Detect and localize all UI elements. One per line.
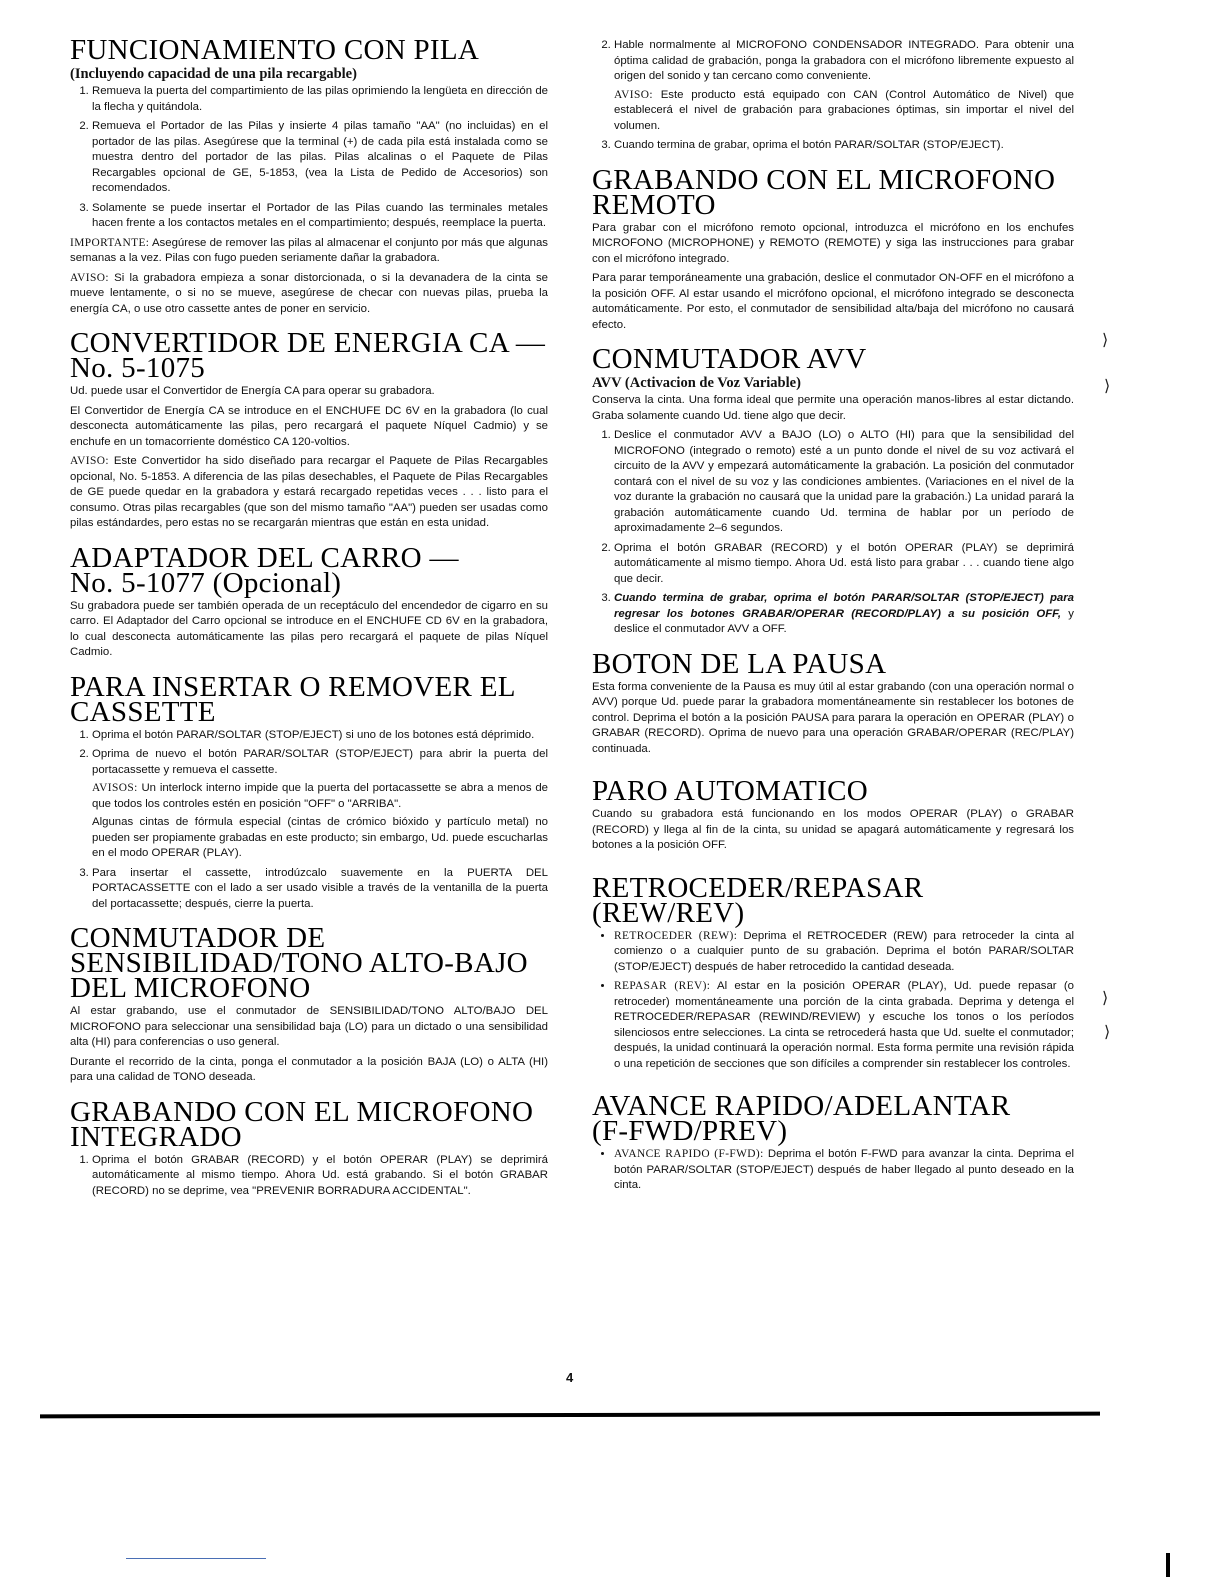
note-paragraph [70,454,548,532]
section-boton-pausa [592,647,1074,758]
note-text: Asegúrese de remover las pilas al almacenar el conjunto por más que algunas semanas a la vez. Pilas con fugo pueden seriamente dañar la grabadora. [70,236,548,264]
section-adaptador-carro [70,541,548,661]
section-title-line: No. 5-1077 (Opcional) [70,566,342,599]
margin-mark: ⟩ [1102,332,1109,349]
list-item [614,979,1074,1072]
bullet-text: Deprima el botón F-FWD para avanzar la cinta. Deprima el botón PARAR/SOLTAR (STOP/EJECT) después de haber llegado al punto deseado en la cinta. [614,1148,1074,1191]
list-item-text: Oprima de nuevo el botón PARAR/SOLTAR (STOP/EJECT) para abrir la puerta del portacassette y remueva el cassette. [92,748,548,776]
section-title-line: SENSIBILIDAD/TONO ALTO-BAJO [70,947,528,979]
list-item-text: y deslice el conmutador AVV a OFF. [614,607,1074,635]
bullet-list [592,929,1074,1073]
section-retroceder [592,871,1074,1073]
note-text: Un interlock interno impide que la puerta del portacassette se abra a menos de que todos los controles estén en posición "OFF" o "ARRIBA". [92,782,548,810]
note-text: Este producto está equipado con CAN (Control Automático de Nivel) que establecerá el nivel de grabación para grabaciones óptimas, sin importar el nivel del volumen. [614,88,1074,132]
instruction-list [70,84,548,232]
note-paragraph [70,236,548,267]
margin-mark: ⟩ [1102,990,1109,1007]
section-title: CONMUTADOR AVV [592,343,867,375]
note-paragraph [614,88,1074,135]
section-title-line: CONVERTIDOR DE ENERGIA CA — [70,327,546,359]
list-item [614,929,1074,976]
list-item [614,1147,1074,1194]
footer-line [126,1558,266,1559]
list-item: 3. Para insertar el cassette, introdúzcalo suavemente en la PUERTA DEL PORTACASSETTE con el lado a ser usado visible a través de la ventanilla de la puerta del portacassette; después, cierre la puerta. [92,866,548,913]
section-title-line: DEL MICROFONO [70,972,311,1004]
left-column [70,34,548,1213]
list-item-bold-text: Cuando termina de grabar, oprima el botón PARAR/SOLTAR (STOP/EJECT) para regresar los botones GRABAR/OPERAR (RECORD/PLAY) a su posición OFF, [614,592,1074,620]
paragraph: Durante el recorrido de la cinta, ponga el conmutador a la posición BAJA (LO) o ALTA (HI) para una calidad de TONO deseada. [70,1055,548,1083]
note-text: Si la grabadora empieza a sonar distorcionada, o si la devanadera de la cinta se mueve lentamente, o si no se mueve, asegúrese de checar con nuevas pilas, prueba la energía CA, o use otro cassette antes de poner en servicio. [70,271,548,315]
margin-mark: ⟩ [1104,1024,1111,1041]
section-title-line: GRABANDO CON EL MICROFONO [592,163,1056,196]
paragraph: El Convertidor de Energía CA se introduce en el ENCHUFE DC 6V en la grabadora (lo cual desconecta automáticamente las pilas, pero recargará el paquete Níquel Cadmio) y se enchufe en un tomacorriente doméstico CA 120-voltios. [70,404,548,448]
list-item: 2. Oprima el botón GRABAR (RECORD) y el botón OPERAR (PLAY) se deprimirá automáticamente al mismo tiempo. Ahora Ud. está listo para grabar . . . cuando tiene algo que decir. [614,541,1074,588]
section-title [592,163,1074,221]
paragraph: Cuando su grabadora está funcionando en los modos OPERAR (PLAY) o GRABAR (RECORD) y llega al fin de la cinta, su unidad se apagará automáticamente y regresará los botones a la posición OFF. [592,808,1074,851]
section-subtitle: AVV (Activacion de Voz Variable) [592,375,801,391]
note-lead: AVISOS: [92,782,138,794]
section-avance-rapido [592,1090,1074,1194]
section-conmutador-sensibilidad [70,922,548,1086]
section-title-line: CONMUTADOR DE [70,922,326,954]
list-item: 3. Solamente se puede insertar el Portador de las Pilas cuando las terminales metales hacen frente a los contactos metales en el compartimiento; después, reemplace la puerta. [92,201,548,232]
section-microfono-integrado [70,1095,548,1200]
margin-mark: ⟩ [1104,378,1111,395]
section-paro-automatico [592,775,1074,854]
note-lead: AVISO: [614,88,653,101]
paragraph: Conserva la cinta. Una forma ideal que permite una operación manos-libres al estar dictando. Graba solamente cuando Ud. tiene algo que decir. [592,394,1074,422]
section-title-line: AVANCE RAPIDO/ADELANTAR [592,1090,1011,1122]
list-item: 3. Cuando termina de grabar, oprima el botón PARAR/SOLTAR (STOP/EJECT). [614,138,1074,154]
note-paragraph: Algunas cintas de fórmula especial (cintas de crómico bióxido y partículo metal) no pueden ser propiamente grabadas en este producto; sin embargo, Ud. puede escucharlas en el modo OPERAR (PLAY). [92,816,548,859]
section-title-line: GRABANDO CON EL MICROFONO [70,1095,534,1128]
paragraph: Su grabadora puede ser también operada de un receptáculo del encendedor de cigarro en su carro. El Adaptador del Carro opcional se introduce en el ENCHUFE CD 6V en la grabadora, lo cual desconecta automáticamente las pilas pero recargará el paquete de pilas Níquel Cadmio. [70,599,548,658]
section-title-line: No. 5-1075 [70,352,206,384]
paragraph: Para grabar con el micrófono remoto opcional, introduzca el micrófono en los enchufes MICROFONO (MICROPHONE) y REMOTO (REMOTE) y siga las instrucciones para grabar con el micrófono integrado. [592,221,1074,265]
list-item: 1. Oprima el botón GRABAR (RECORD) y el botón OPERAR (PLAY) se deprimirá automáticamente al mismo tiempo. Ahora Ud. está grabando. Si el botón GRABAR (RECORD) no se deprime, vea "PREVENIR BORRADURA ACCIDENTAL". [92,1153,548,1200]
section-title-line: REMOTO [592,188,716,221]
section-title [70,670,548,728]
instruction-list [592,38,1074,154]
page-number: 4 [566,1370,574,1385]
list-item: 1. Deslice el conmutador AVV a BAJO (LO) o ALTO (HI) para que la sensibilidad del MICROFONO (integrado o remoto) esté a un punto donde el nivel de su voz activará el circuito de la AVV y empezará automáticamente la grabación. La posición del conmutador contará con el nivel de su voz y las condiciones ambientes. (Variaciones en el nivel de la voz durante la grabación no causará que la unidad pare la grabación.) La unidad parará la grabación automáticamente cuando Ud. termina de hablar por un período de aproximadamente 2–6 segundos. [614,428,1074,537]
bullet-text: Deprima el RETROCEDER (REW) para retroceder la cinta al comienzo o a cualquier punto de su grabación. Deprima el botón PARAR/SOLTAR (STOP/EJECT) después de haber retrocedido la cantidad deseada. [614,929,1074,973]
list-item: 2. Remueva el Portador de las Pilas y insierte 4 pilas tamaño "AA" (no incluidas) en el portador de las pilas. Asegúrese que la terminal (+) de cada pila está instalada como se muestra dentro del portador de las pilas. Pilas alcalinas o el Paquete de Pilas Recargables opcional de GE, 5-1853, (vea la Lista de Pedido de Accesorios) son recomendados. [92,119,548,197]
list-item [614,591,1074,638]
paragraph: Al estar grabando, use el conmutador de SENSIBILIDAD/TONO ALTO/BAJO DEL MICROFONO para seleccionar una sensibilidad baja (LO) para un dictado o una sensibilidad alta (HI) para conferencias o uso general. [70,1005,548,1048]
bullet-list [592,1147,1074,1194]
note-lead: AVISO: [70,271,109,284]
bullet-lead: REPASAR (REV): [614,980,711,992]
bullet-text: Al estar en la posición OPERAR (PLAY), Ud. puede repasar (o retroceder) momentáneamente una porción de la cinta grabada. Deprima y detenga el RETROCEDER/REPASAR (REWIND/REVIEW) y escuche los tonos o los períodos silenciosos entre selecciones. La cinta se retrocederá hasta que Ud. suelte el conmutador; después, la unidad continuará la operación normal. Esta forma permite una revisión rápida o una repetición de secciones que son difíciles a comprender sin restablecer los controles. [614,980,1074,1070]
section-title-line: RETROCEDER/REPASAR [592,871,924,904]
note-paragraph [70,271,548,318]
section-title: PARO AUTOMATICO [592,775,869,807]
section-title [592,871,1074,929]
instruction-list [70,728,548,913]
section-insertar-cassette [70,670,548,913]
list-item-text: Hable normalmente al MICROFONO CONDENSADOR INTEGRADO. Para obtenir una óptima calidad de grabación, ponga la grabadora con el micrófono libremente expuesto al origen del sonido y tan cercano como conveniente. [614,39,1074,82]
list-item [92,747,548,862]
section-title [70,327,548,384]
section-title [70,1095,548,1153]
bottom-rule [40,1412,1100,1419]
paragraph: Para parar temporáneamente una grabación, deslice el conmutador ON-OFF en el micrófono a la posición OFF. Al estar usando el micrófono opcional, el micrófono integrado se desconecta automáticamente. Por esto, el conmutador de sensibilidad alta/baja del micrófono no causará efecto. [592,272,1074,331]
edge-mark [1166,1553,1170,1577]
section-title [70,541,548,599]
section-convertidor [70,327,548,532]
section-title: BOTON DE LA PAUSA [592,647,887,680]
section-title-line: ADAPTADOR DEL CARRO — [70,541,459,574]
section-microfono-integrado-cont [592,38,1074,154]
section-funcionamiento-pila [70,34,548,317]
paragraph: Ud. puede usar el Convertidor de Energía CA para operar su grabadora. [70,385,435,397]
list-item: 1. Remueva la puerta del compartimiento de las pilas oprimiendo la lengüeta en dirección de la flecha y quitándola. [92,84,548,115]
instruction-list [70,1153,548,1200]
paragraph: Esta forma conveniente de la Pausa es muy útil al estar grabando (con una operación normal o AVV) porque Ud. puede parar la grabadora momentáneamente sin restablecer los botones de control. Deprima el botón a la posición PAUSA para parara la operación en OPERAR (PLAY) o GRABAR (RECORD). Oprima de nuevo para una operación GRABAR/OPERAR (REC/PLAY) continuada. [592,680,1074,755]
bullet-lead: RETROCEDER (REW): [614,929,738,942]
note-lead: IMPORTANTE: [70,236,150,249]
section-subtitle: (Incluyendo capacidad de una pila recargable) [70,66,357,82]
list-item [614,38,1074,134]
note-lead: AVISO: [70,455,109,467]
section-title: FUNCIONAMIENTO CON PILA [70,34,480,66]
section-title-line: PARA INSERTAR O REMOVER EL [70,670,516,703]
section-title [70,922,548,1004]
note-text: Este Convertidor ha sido diseñado para recargar el Paquete de Pilas Recargables opcional, No. 5-1853. A diferencia de las pilas desechables, el Paquete de Pilas Recargables de GE puede quedar en la grabadora y estará recargado repetidas veces . . . listo para el consumo. Otras pilas recargables (que son del mismo tamaño "AA") pueden ser usadas como pilas estándardes, pero estas no se recargarán mientras que están en esta unidad. [70,455,548,529]
section-title-line: INTEGRADO [70,1120,242,1153]
list-item: 1. Oprima el botón PARAR/SOLTAR (STOP/EJECT) si uno de los botones está déprimido. [92,728,548,744]
note-paragraph [92,781,548,812]
instruction-list [592,428,1074,638]
section-title-line: CASSETTE [70,695,216,728]
bullet-lead: AVANCE RAPIDO (F-FWD): [614,1148,764,1160]
section-title-line: (F-FWD/PREV) [592,1115,788,1147]
right-column [592,38,1074,1208]
section-conmutador-avv [592,343,1074,638]
section-title [592,1090,1074,1147]
section-title-line: (REW/REV) [592,896,745,929]
section-microfono-remoto [592,163,1074,334]
